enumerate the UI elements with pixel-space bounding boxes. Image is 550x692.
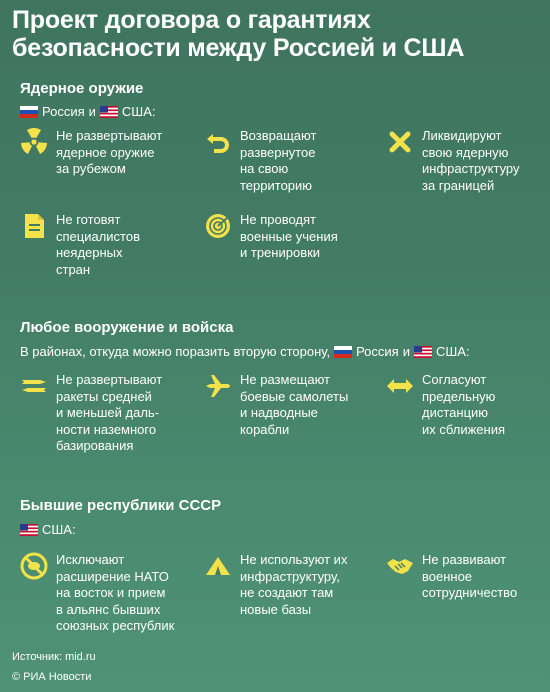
item-text: Ликвидируют свою ядерную инфраструктуру за границей (422, 128, 520, 193)
section-title-ussr: Бывшие республики СССР (20, 497, 222, 514)
source-text: Источник: mid.ru (12, 651, 96, 663)
russia-label: Россия (356, 344, 399, 359)
section-subline-nuclear (20, 104, 156, 119)
item-text: Не размещают боевые самолеты и надводные корабли (240, 372, 349, 437)
radar-icon (204, 212, 232, 240)
airplane-icon (204, 372, 232, 400)
section-title-nuclear: Ядерное оружие (20, 80, 144, 97)
russia-flag-icon (334, 346, 352, 358)
section-subline-ussr (20, 522, 76, 537)
item-distance (386, 372, 505, 438)
copyright-text: © РИА Новости (12, 671, 92, 683)
item-text: Не развивают военное сотрудничество (422, 552, 518, 600)
item-text: Не проводят военные учения и тренировки (240, 212, 338, 260)
item-text: Не используют их инфраструктуру, не создают там новые базы (240, 552, 348, 617)
double-arrow-icon (386, 372, 414, 400)
usa-flag-icon (414, 346, 432, 358)
no-expansion-icon (20, 552, 48, 580)
section-title-weapons: Любое вооружение и войска (20, 319, 234, 336)
page-title: Проект договора о гарантиях безопасности между Россией и США (12, 6, 465, 62)
item-text: Возвращают развернутое на свою территорию (240, 128, 317, 193)
item-return-deployed (204, 128, 316, 194)
usa-flag-icon (100, 106, 118, 118)
item-no-missiles (20, 372, 162, 455)
and-label: и (402, 344, 410, 359)
item-no-aircraft (204, 372, 348, 438)
item-no-bases (204, 552, 347, 618)
tent-icon (204, 552, 232, 580)
item-liquidate-infra (386, 128, 520, 194)
missiles-icon (20, 372, 48, 400)
return-arrow-icon (204, 128, 232, 156)
item-no-deploy-nuclear (20, 128, 162, 178)
usa-label: США: (121, 104, 156, 119)
item-no-exercises (204, 212, 338, 262)
cross-icon (386, 128, 414, 156)
section-subline-weapons (20, 344, 470, 359)
item-no-cooperation (386, 552, 517, 602)
item-no-nato-expansion (20, 552, 174, 635)
item-text: Исключают расширение НАТО на восток и прием в альянс бывших союзных республик (56, 552, 175, 633)
item-text: Согласуют предельную дистанцию их сближения (422, 372, 505, 437)
document-icon (20, 212, 48, 240)
item-text: Не готовят специалистов неядерных стран (56, 212, 140, 277)
russia-flag-icon (20, 106, 38, 118)
usa-flag-icon (20, 524, 38, 536)
region-label: В районах, откуда можно поразить вторую сторону, (20, 344, 331, 359)
item-text: Не развертывают ядерное оружие за рубежом (56, 128, 163, 176)
usa-label: США: (435, 344, 470, 359)
radiation-icon (20, 128, 48, 156)
item-text: Не развертывают ракеты средней и меньшей даль- ности наземного базирования (56, 372, 163, 453)
item-no-training (20, 212, 140, 278)
handshake-icon (386, 552, 414, 580)
usa-label: США: (42, 522, 76, 537)
russia-label: Россия (42, 104, 85, 119)
and-label: и (88, 104, 96, 119)
